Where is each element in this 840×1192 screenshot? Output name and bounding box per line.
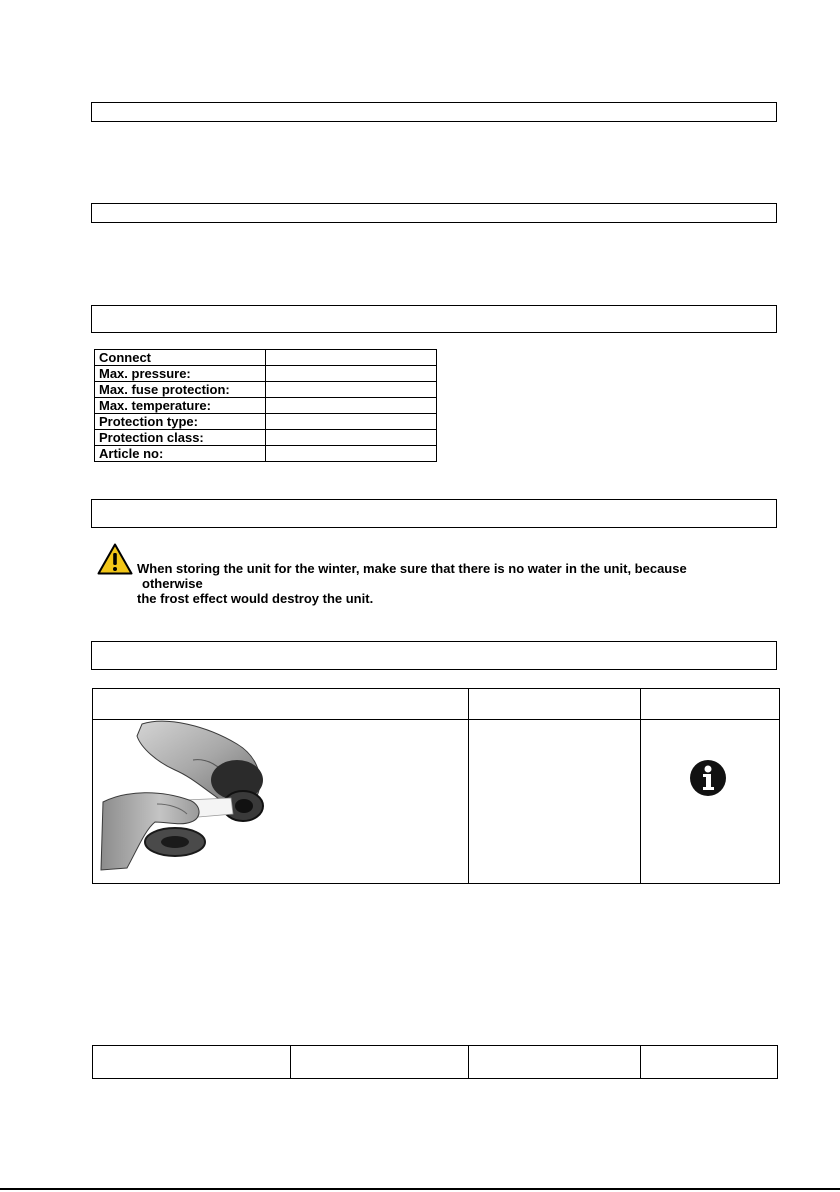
spec-label: Protection type:: [95, 414, 266, 430]
spec-table: [94, 349, 437, 462]
procedure-header-cell: [469, 689, 641, 720]
spec-row: [95, 350, 437, 366]
spec-value: [266, 446, 437, 462]
storage-warning-text: [137, 561, 687, 606]
spec-value: [266, 350, 437, 366]
spec-label: Max. fuse protection:: [95, 382, 266, 398]
section-header-box-storage: [91, 499, 777, 528]
spec-label: Max. temperature:: [95, 398, 266, 414]
section-header-box-maintenance: [91, 641, 777, 670]
spec-value: [266, 382, 437, 398]
spec-row: [95, 446, 437, 462]
warning-triangle-icon: [97, 543, 133, 575]
spec-label: Connect: [95, 350, 266, 366]
hands-applying-sealing-tape-photo: [97, 718, 417, 874]
spec-label: Max. pressure:: [95, 366, 266, 382]
spec-label: Protection class:: [95, 430, 266, 446]
storage-warning-line-1: When storing the unit for the winter, make sure that there is no water in the unit, because: [137, 561, 687, 576]
procedure-header-cell: [93, 689, 469, 720]
spec-row: [95, 398, 437, 414]
spec-value: [266, 414, 437, 430]
spec-value: [266, 430, 437, 446]
storage-warning-line-2: otherwise: [142, 576, 203, 591]
procedure-icon-cell: [641, 720, 780, 884]
spec-label: Article no:: [95, 446, 266, 462]
storage-warning-line-3: the frost effect would destroy the unit.: [137, 591, 374, 606]
bottom-table-row: [93, 1046, 778, 1079]
section-header-box-1: [91, 102, 777, 122]
procedure-header-row: [93, 689, 780, 720]
spec-value: [266, 366, 437, 382]
spec-row: [95, 366, 437, 382]
bottom-table-cell: [469, 1046, 641, 1079]
section-header-box-2: [91, 203, 777, 223]
spec-row: [95, 414, 437, 430]
bottom-table-cell: [641, 1046, 778, 1079]
bottom-table-cell: [291, 1046, 469, 1079]
page-bottom-rule: [0, 1188, 840, 1190]
procedure-header-cell: [641, 689, 780, 720]
info-icon: [688, 758, 728, 798]
bottom-table: [92, 1045, 778, 1079]
procedure-text-cell: [469, 720, 641, 884]
spec-row: [95, 430, 437, 446]
spec-value: [266, 398, 437, 414]
bottom-table-cell: [93, 1046, 291, 1079]
spec-row: [95, 382, 437, 398]
section-header-box-technical-data: [91, 305, 777, 333]
